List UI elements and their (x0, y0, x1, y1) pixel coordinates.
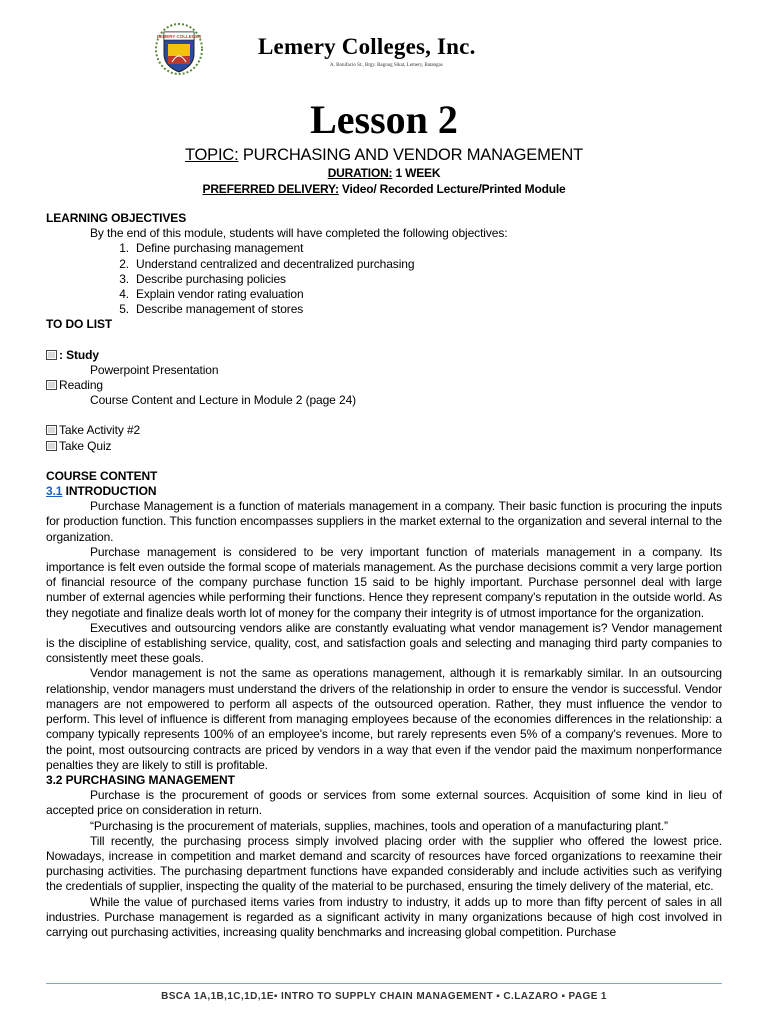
checkbox-icon[interactable] (46, 380, 57, 390)
course-content-heading: COURSE CONTENT (46, 468, 158, 483)
checkbox-icon[interactable] (46, 350, 57, 360)
objective-item: 1. Define purchasing management (119, 241, 304, 256)
objective-item: 3. Describe purchasing policies (119, 271, 286, 286)
todo-reading[interactable] (46, 378, 722, 393)
paragraph: While the value of purchased items varies from industry to industry, it adds up to more than fifty percent of sales in all industries. Purchase management is regarded as a significant activity in many organizations because of high cost involved in carrying out purchasing activities, increasing quality benchmarks and increasing global competition. Purchase (46, 894, 722, 939)
reading-detail: Course Content and Lecture in Module 2 (page 24) (90, 393, 357, 408)
duration-label: DURATION: (327, 166, 393, 180)
reading-label: Reading (59, 378, 104, 393)
objective-item: 4. Explain vendor rating evaluation (119, 287, 304, 302)
footer-divider (46, 983, 722, 984)
lesson-title: Lesson 2 (310, 97, 458, 142)
school-logo (154, 22, 204, 76)
school-address: A. Bonifacio St., Brgy. Bagong Sikat, Lemery, Batangas (330, 63, 443, 68)
paragraph: Purchase management is considered to be very important function of materials management in a company. Its importance is felt even outside the formal scope of materials management. As the purchase decisions commit a very large portion of financial resource of the company purchase function 15 said to be highly important. Purchase personnel deal with large number of external agencies while performing their functions. Hence they represent company's reputation in the outside world. As they negotiate and finalize deals worth lot of money for the company their integrity is of utmost importance for the organization. (46, 544, 722, 620)
delivery-label: PREFERRED DELIVERY: (202, 182, 339, 196)
paragraph: Purchase is the procurement of goods or services from some external sources. Acquisition of some kind in lieu of accepted price on consideration in return. (46, 788, 722, 818)
activity-label: Take Activity #2 (59, 423, 141, 438)
objectives-heading: LEARNING OBJECTIVES (46, 211, 187, 225)
quiz-label: Take Quiz (59, 438, 112, 453)
section-3-2-heading: 3.2 PURCHASING MANAGEMENT (46, 772, 235, 787)
objectives-list (46, 241, 722, 317)
objective-item: 2. Understand centralized and decentralized purchasing (119, 256, 415, 271)
page-content (46, 211, 722, 940)
study-label: : Study (59, 347, 99, 362)
paragraph: Executives and outsourcing vendors alike are constantly evaluating what vendor management is? Vendor management is the discipline of establishing service, quality, cost, and satisfaction goals and selecting and managing third party companies to consistently meet these goals. (46, 620, 722, 666)
checkbox-icon[interactable] (46, 441, 57, 451)
todo-study[interactable] (46, 348, 722, 363)
svg-text:LEMERY COLLEGES: LEMERY COLLEGES (156, 34, 202, 39)
lesson-delivery (0, 182, 768, 196)
objectives-intro: By the end of this module, students will have completed the following objectives: (90, 226, 508, 241)
todo-heading: TO DO LIST (46, 317, 113, 332)
lesson-topic (0, 146, 768, 165)
checkbox-icon[interactable] (46, 425, 57, 435)
study-detail: Powerpoint Presentation (90, 362, 219, 377)
todo-activity[interactable] (46, 423, 722, 438)
paragraph: Till recently, the purchasing process simply involved placing order with the supplier who offered the lowest price. Nowadays, increase in competition and market demand and scarcity of resources have forced organizations to reexamine their purchasing activities. The purchasing department functions have expanded considerably and include activities such as verifying the credentials of supplier, inspecting the quality of the material to be purchased, ensuring the timely delivery of the material, etc. (46, 833, 722, 894)
school-name: Lemery Colleges, Inc. (258, 34, 476, 59)
todo-quiz[interactable] (46, 439, 722, 454)
lesson-duration (0, 166, 768, 180)
page-header (0, 0, 768, 90)
page-footer: BSCA 1A,1B,1C,1D,1E▪ INTRO TO SUPPLY CHAIN MANAGEMENT ▪ C.LAZARO ▪ PAGE 1 (161, 991, 607, 1002)
paragraph: Vendor management is not the same as operations management, although it is remarkably similar. In an outsourcing relationship, vendor managers must understand the drivers of the relationship in order to ensure the vendor is successful. Vendor managers are not empowered to perform all aspects of the outsourced operation. Rather, they must influence the vendor to perform. This level of influence is different from managing employees because of the economies differences in the relationship: a company typically represents 100% of an employee's income, but rarely represents even 5% of a company's revenues. More to the point, most outsourcing contracts are priced by vendors in a way that even if the vendor paid the maximum nonperformance penalties they are likely to still is profitable. (46, 666, 722, 772)
delivery-value: Video/ Recorded Lecture/Printed Module (341, 182, 566, 196)
paragraph: Purchase Management is a function of materials management in a company. Their basic function is procuring the inputs for production function. This function encompasses suppliers in the market external to the organization and several internal to the organization. (46, 499, 722, 544)
objective-item: 5. Describe management of stores (119, 302, 304, 317)
section-3-1-heading: 3.1 INTRODUCTION (46, 484, 157, 499)
section-3-1-link[interactable]: 3.1 (46, 484, 63, 499)
duration-value: 1 WEEK (395, 166, 441, 180)
quote-paragraph: “Purchasing is the procurement of materials, supplies, machines, tools and operation of a manufacturing plant.” (90, 818, 668, 833)
topic-label: TOPIC: (184, 146, 239, 164)
topic-text: PURCHASING AND VENDOR MANAGEMENT (242, 146, 584, 164)
